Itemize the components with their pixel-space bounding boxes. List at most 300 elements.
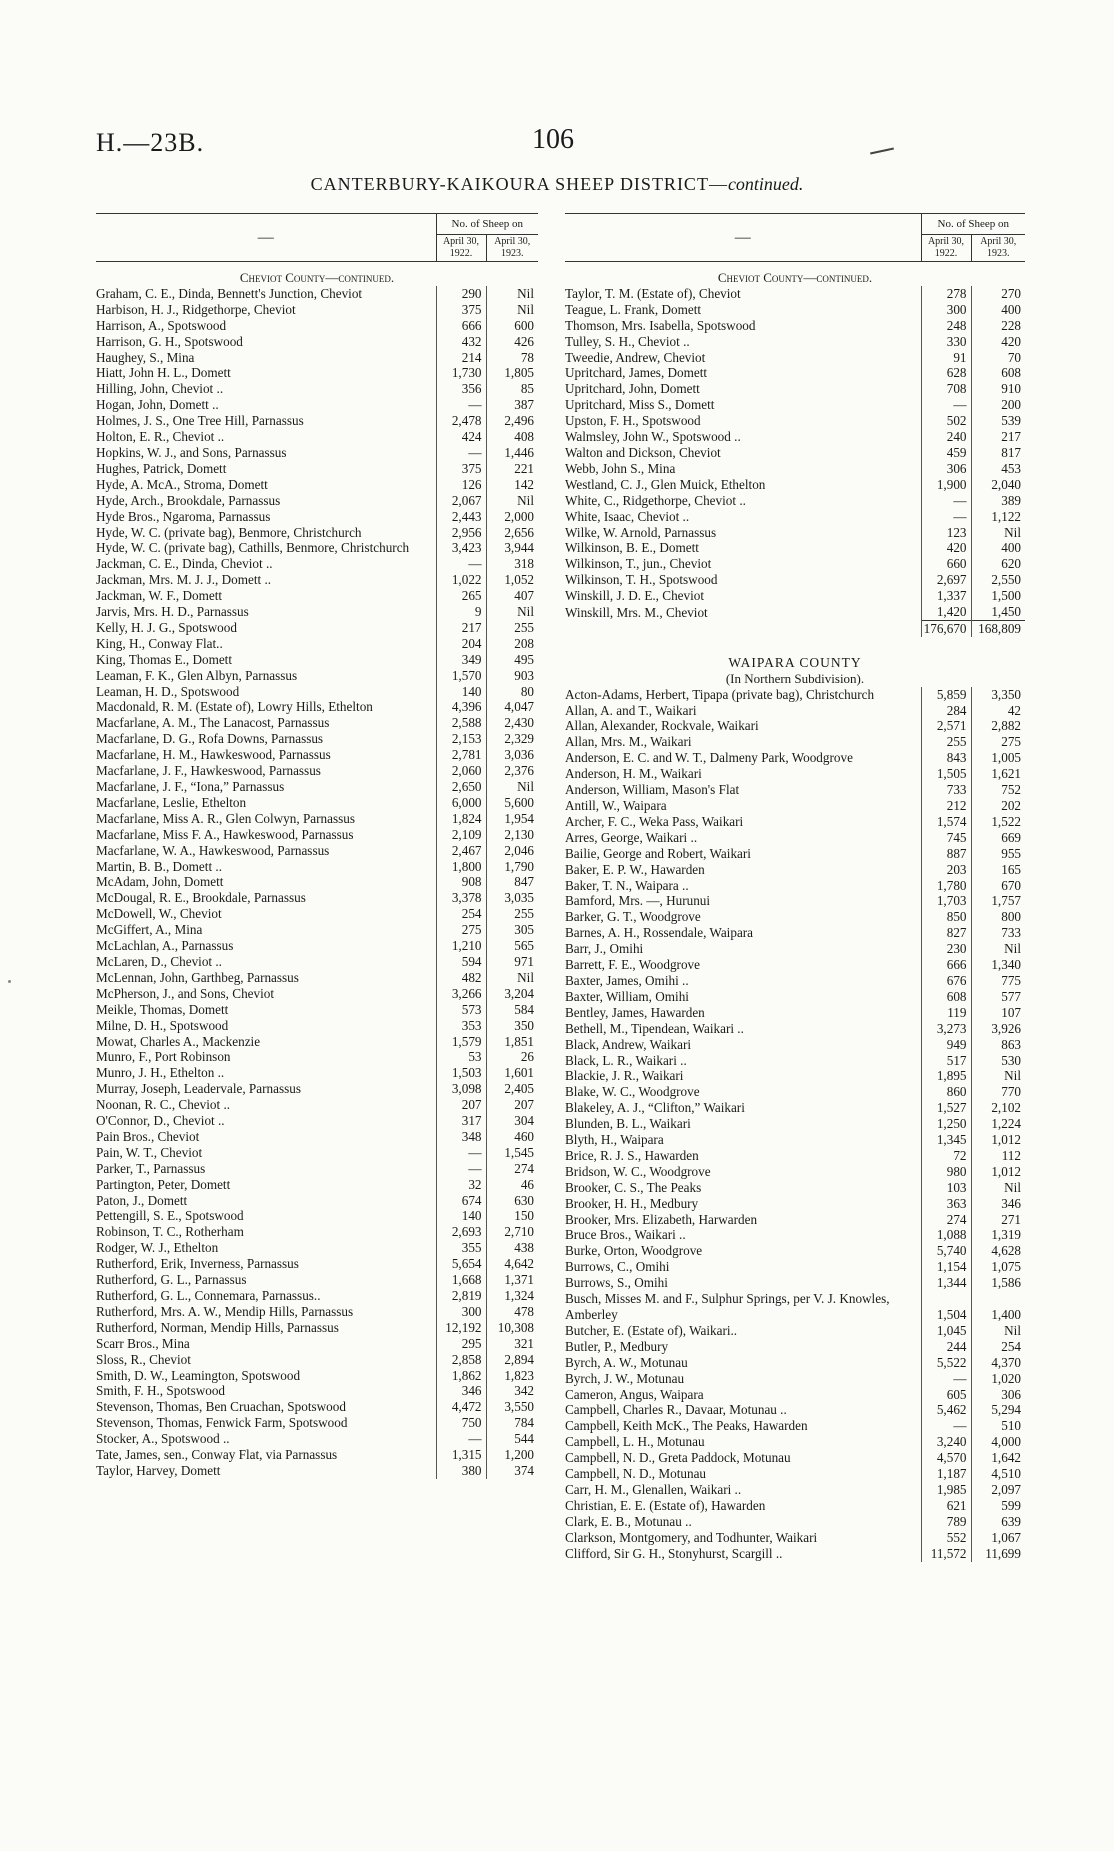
sheep-1922: — xyxy=(436,445,486,461)
table-row xyxy=(96,413,538,429)
sheep-1922: 240 xyxy=(921,429,971,445)
sheep-1922: 300 xyxy=(921,302,971,318)
sheep-1923: 387 xyxy=(486,397,538,413)
holder-name: Burrows, S., Omihi xyxy=(565,1275,668,1291)
sheep-1922: 1,862 xyxy=(436,1368,486,1384)
holder-name: Parker, T., Parnassus xyxy=(96,1160,206,1176)
holder-name: Macfarlane, Miss A. R., Glen Colwyn, Parnassus xyxy=(96,810,355,826)
sheep-1922: 348 xyxy=(436,1129,486,1145)
sheep-1923: 1,522 xyxy=(971,814,1025,830)
sheep-1922: 1,344 xyxy=(921,1275,971,1291)
holder-name: Pain, W. T., Cheviot xyxy=(96,1144,203,1160)
sheep-1923: 3,035 xyxy=(486,890,538,906)
holder-name: Munro, F., Port Robinson xyxy=(96,1049,231,1065)
sheep-1922: 5,740 xyxy=(921,1243,971,1259)
sheep-1923: 5,600 xyxy=(486,795,538,811)
sheep-1923: 1,052 xyxy=(486,572,538,588)
col-1923-header: April 30, 1923. xyxy=(971,235,1025,262)
sheep-1923: 1,200 xyxy=(486,1447,538,1463)
holder-name: Scarr Bros., Mina xyxy=(96,1335,190,1351)
sheep-1922: 949 xyxy=(921,1037,971,1053)
table-row xyxy=(565,1371,1025,1387)
sheep-1922: 4,570 xyxy=(921,1450,971,1466)
sheep-count-header: No. of Sheep on xyxy=(921,214,1025,235)
table-row xyxy=(96,890,538,906)
sheep-1922: 244 xyxy=(921,1339,971,1355)
sheep-1923: 847 xyxy=(486,874,538,890)
holder-name: Holmes, J. S., One Tree Hill, Parnassus xyxy=(96,413,304,429)
table-row xyxy=(565,525,1025,541)
sheep-1922: 2,781 xyxy=(436,747,486,763)
sheep-1922: 1,022 xyxy=(436,572,486,588)
table-row xyxy=(565,1291,1025,1323)
holder-name: Clark, E. B., Motunau .. xyxy=(565,1513,692,1529)
sheep-1923: 271 xyxy=(971,1212,1025,1228)
sheep-1923: 438 xyxy=(486,1240,538,1256)
table-row xyxy=(96,1368,538,1384)
sheep-1922: 380 xyxy=(436,1463,486,1479)
sheep-1922: 204 xyxy=(436,636,486,652)
sheep-1922: 1,900 xyxy=(921,477,971,493)
sheep-1923: Nil xyxy=(971,525,1025,541)
sheep-1923: 770 xyxy=(971,1084,1025,1100)
table-row xyxy=(565,1227,1025,1243)
sheep-1923: 1,757 xyxy=(971,893,1025,909)
table-row xyxy=(96,731,538,747)
sheep-1922: 843 xyxy=(921,750,971,766)
holder-name: Campbell, Keith McK., The Peaks, Hawarden xyxy=(565,1418,808,1434)
sheep-1922: 1,250 xyxy=(921,1116,971,1132)
sheep-1922: 887 xyxy=(921,846,971,862)
table-row xyxy=(565,413,1025,429)
sheep-1923: 1,319 xyxy=(971,1227,1025,1243)
sheep-1922: — xyxy=(921,493,971,509)
holder-name: Acton-Adams, Herbert, Tipapa (private bag), Christchurch xyxy=(565,686,875,702)
sheep-1923: Nil xyxy=(486,493,538,509)
sheep-1923: 955 xyxy=(971,846,1025,862)
holder-name: Wilke, W. Arnold, Parnassus xyxy=(565,524,717,540)
sheep-1923: 2,329 xyxy=(486,731,538,747)
holder-name: Jackman, Mrs. M. J. J., Domett .. xyxy=(96,572,272,588)
sheep-1922: 349 xyxy=(436,652,486,668)
table-row xyxy=(565,1116,1025,1132)
sheep-1922: 552 xyxy=(921,1530,971,1546)
table-row xyxy=(96,970,538,986)
sheep-1923: 620 xyxy=(971,556,1025,572)
sheep-1922: 353 xyxy=(436,1018,486,1034)
table-row xyxy=(565,1402,1025,1418)
sheep-1923: 800 xyxy=(971,909,1025,925)
holder-name: Holton, E. R., Cheviot .. xyxy=(96,429,225,445)
sheep-1923: 5,294 xyxy=(971,1402,1025,1418)
sheep-1922: 4,396 xyxy=(436,699,486,715)
table-row xyxy=(565,1434,1025,1450)
sheep-1922: 2,153 xyxy=(436,731,486,747)
holder-name: Arres, George, Waikari .. xyxy=(565,829,698,845)
table-row xyxy=(96,1415,538,1431)
sheep-1923: 3,204 xyxy=(486,986,538,1002)
holder-name: McLaren, D., Cheviot .. xyxy=(96,953,222,969)
holder-name: Baker, T. N., Waipara .. xyxy=(565,877,689,893)
sheep-1923: Nil xyxy=(971,941,1025,957)
sheep-1923: 1,224 xyxy=(971,1116,1025,1132)
table-row xyxy=(565,734,1025,750)
sheep-1923: 539 xyxy=(971,413,1025,429)
table-row xyxy=(96,779,538,795)
name-header: — xyxy=(96,214,436,262)
sheep-1922: 2,697 xyxy=(921,572,971,588)
table-row xyxy=(96,763,538,779)
table-row xyxy=(565,893,1025,909)
sheep-1922: 1,985 xyxy=(921,1482,971,1498)
sheep-1922: 295 xyxy=(436,1336,486,1352)
sheep-1922: 375 xyxy=(436,461,486,477)
sheep-1923: 42 xyxy=(971,703,1025,719)
sheep-1922: 621 xyxy=(921,1498,971,1514)
table-row xyxy=(565,1275,1025,1291)
sheep-1922: 119 xyxy=(921,1005,971,1021)
holder-name: Taylor, T. M. (Estate of), Cheviot xyxy=(565,285,741,301)
holder-name: Upston, F. H., Spotswood xyxy=(565,413,701,429)
sheep-1922: 91 xyxy=(921,350,971,366)
sheep-1922: 3,378 xyxy=(436,890,486,906)
table-row xyxy=(96,811,538,827)
table-row xyxy=(565,493,1025,509)
table-row xyxy=(565,540,1025,556)
sheep-1923: 2,102 xyxy=(971,1100,1025,1116)
holder-name: Harrison, G. H., Spotswood xyxy=(96,333,243,349)
page-title xyxy=(0,174,1114,195)
sheep-1923: 2,130 xyxy=(486,827,538,843)
sheep-1923: Nil xyxy=(486,604,538,620)
sheep-1923: 1,067 xyxy=(971,1530,1025,1546)
table-row xyxy=(565,1514,1025,1530)
table-row xyxy=(96,1161,538,1177)
sheep-1922: 12,192 xyxy=(436,1320,486,1336)
sheep-1923: 346 xyxy=(971,1196,1025,1212)
sheep-1923: 1,790 xyxy=(486,859,538,875)
section-heading: Cheviot County—continued. xyxy=(239,270,395,285)
holder-name: Hogan, John, Domett .. xyxy=(96,397,219,413)
table-row xyxy=(565,1482,1025,1498)
sheep-1922: 103 xyxy=(921,1180,971,1196)
table-row xyxy=(96,1145,538,1161)
sheep-1922: 1,730 xyxy=(436,365,486,381)
table-row xyxy=(96,1256,538,1272)
holder-name: Upritchard, James, Domett xyxy=(565,365,708,381)
sheep-1923: 1,012 xyxy=(971,1164,1025,1180)
holder-name: Haughey, S., Mina xyxy=(96,349,195,365)
table-row xyxy=(96,445,538,461)
margin-mark xyxy=(870,148,894,155)
holder-name: Barrett, F. E., Woodgrove xyxy=(565,957,700,973)
sheep-1922: 300 xyxy=(436,1304,486,1320)
holder-name: Allan, Alexander, Rockvale, Waikari xyxy=(565,718,759,734)
holder-name: Burke, Orton, Woodgrove xyxy=(565,1243,703,1259)
sheep-1923: 600 xyxy=(486,318,538,334)
sheep-1922: — xyxy=(436,1431,486,1447)
sheep-1922: 330 xyxy=(921,334,971,350)
sheep-1923: 408 xyxy=(486,429,538,445)
sheep-1923: 1,586 xyxy=(971,1275,1025,1291)
sheep-1923: 304 xyxy=(486,1113,538,1129)
table-row xyxy=(565,1196,1025,1212)
holder-name: Jackman, C. E., Dinda, Cheviot .. xyxy=(96,556,273,572)
col-1922-header: April 30, 1922. xyxy=(436,235,486,262)
sheep-1922: 1,574 xyxy=(921,814,971,830)
holder-name: Winskill, J. D. E., Cheviot xyxy=(565,588,705,604)
holder-name: Hyde, A. McA., Stroma, Domett xyxy=(96,476,268,492)
sheep-1923: 1,823 xyxy=(486,1368,538,1384)
title-main: CANTERBURY-KAIKOURA SHEEP DISTRICT— xyxy=(310,174,728,194)
sheep-1922: — xyxy=(921,397,971,413)
sheep-1923: 400 xyxy=(971,302,1025,318)
sheep-1922: 1,337 xyxy=(921,588,971,604)
holder-name: Smith, D. W., Leamington, Spotswood xyxy=(96,1367,301,1383)
holder-name: Hughes, Patrick, Domett xyxy=(96,460,227,476)
holder-name: Martin, B. B., Domett .. xyxy=(96,858,223,874)
sheep-1923: 150 xyxy=(486,1208,538,1224)
table-row xyxy=(565,1212,1025,1228)
sheep-1922: 708 xyxy=(921,381,971,397)
sheep-1923: 4,047 xyxy=(486,699,538,715)
sheep-1923: 78 xyxy=(486,350,538,366)
sheep-1922: 355 xyxy=(436,1240,486,1256)
sheep-1923: 1,954 xyxy=(486,811,538,827)
holder-name: Allan, A. and T., Waikari xyxy=(565,702,697,718)
total-1922: 176,670 xyxy=(921,620,971,636)
sheep-1923: 426 xyxy=(486,334,538,350)
holder-name: Paton, J., Domett xyxy=(96,1192,188,1208)
table-row xyxy=(565,1243,1025,1259)
table-row xyxy=(96,1193,538,1209)
sheep-1922: 1,703 xyxy=(921,893,971,909)
sheep-1923: Nil xyxy=(486,302,538,318)
table-row xyxy=(96,556,538,572)
sheep-1923: 407 xyxy=(486,588,538,604)
sheep-1923: 217 xyxy=(971,429,1025,445)
sheep-1922: 32 xyxy=(436,1177,486,1193)
sheep-1922: — xyxy=(436,1145,486,1161)
sheep-1922: 3,240 xyxy=(921,1434,971,1450)
holder-name: Blake, W. C., Woodgrove xyxy=(565,1084,700,1100)
sheep-1922: 363 xyxy=(921,1196,971,1212)
county-subheading: (In Northern Subdivision). xyxy=(725,670,865,686)
sheep-1923: 4,370 xyxy=(971,1355,1025,1371)
table-row xyxy=(96,604,538,620)
sheep-1922: 573 xyxy=(436,1002,486,1018)
holder-name: Upritchard, Miss S., Domett xyxy=(565,397,715,413)
table-row xyxy=(96,1113,538,1129)
table-row xyxy=(96,286,538,302)
sheep-1923: 85 xyxy=(486,381,538,397)
holder-name: Macfarlane, Leslie, Ethelton xyxy=(96,794,247,810)
table-row xyxy=(96,922,538,938)
table-row xyxy=(96,859,538,875)
table-row xyxy=(565,381,1025,397)
table-row xyxy=(565,1450,1025,1466)
sheep-1923: 639 xyxy=(971,1514,1025,1530)
table-row xyxy=(96,1049,538,1065)
sheep-1923: 1,446 xyxy=(486,445,538,461)
table-row xyxy=(96,350,538,366)
sheep-1923: 142 xyxy=(486,477,538,493)
holder-name: Baker, E. P. W., Hawarden xyxy=(565,861,705,877)
sheep-1922: 356 xyxy=(436,381,486,397)
sheep-1923: 342 xyxy=(486,1383,538,1399)
sheep-1922: 53 xyxy=(436,1049,486,1065)
sheep-1922: 1,187 xyxy=(921,1466,971,1482)
table-row xyxy=(565,1100,1025,1116)
holder-name: Macfarlane, D. G., Rofa Downs, Parnassus xyxy=(96,731,324,747)
table-row xyxy=(565,766,1025,782)
sheep-1923: 1,450 xyxy=(971,604,1025,620)
sheep-1922: 666 xyxy=(921,957,971,973)
table-row xyxy=(96,429,538,445)
sheep-1923: 1,642 xyxy=(971,1450,1025,1466)
sheep-1923: 4,510 xyxy=(971,1466,1025,1482)
sheep-1923: 374 xyxy=(486,1463,538,1479)
sheep-1922: 908 xyxy=(436,874,486,890)
holder-name: Rutherford, G. L., Parnassus xyxy=(96,1272,247,1288)
table-row xyxy=(96,1018,538,1034)
holder-name: Archer, F. C., Weka Pass, Waikari xyxy=(565,813,744,829)
holder-name: O'Connor, D., Cheviot .. xyxy=(96,1113,225,1129)
sheep-1923: 70 xyxy=(971,350,1025,366)
sheep-1923: 1,340 xyxy=(971,957,1025,973)
holder-name: Cameron, Angus, Waipara xyxy=(565,1386,704,1402)
sheep-1922: 1,210 xyxy=(436,938,486,954)
holder-name: Carr, H. M., Glenallen, Waikari .. xyxy=(565,1481,742,1497)
holder-name: Hopkins, W. J., and Sons, Parnassus xyxy=(96,444,287,460)
sheep-1923: 1,075 xyxy=(971,1259,1025,1275)
sheep-1922: 284 xyxy=(921,703,971,719)
holder-name: McLachlan, A., Parnassus xyxy=(96,938,234,954)
table-row xyxy=(96,540,538,556)
sheep-1922: 2,650 xyxy=(436,779,486,795)
sheep-1923: 1,324 xyxy=(486,1288,538,1304)
page-number: 106 xyxy=(532,124,574,155)
table-row xyxy=(96,1431,538,1447)
table-row xyxy=(96,1177,538,1193)
holder-name: Walton and Dickson, Cheviot xyxy=(565,444,721,460)
table-row xyxy=(96,699,538,715)
sheep-1922: 608 xyxy=(921,989,971,1005)
table-row xyxy=(565,477,1025,493)
sheep-1922: 3,423 xyxy=(436,540,486,556)
holder-name: Macfarlane, J. F., “Iona,” Parnassus xyxy=(96,779,285,794)
table-row xyxy=(565,286,1025,302)
sheep-1923: 2,376 xyxy=(486,763,538,779)
sheep-1923: 255 xyxy=(486,906,538,922)
table-row xyxy=(565,830,1025,846)
table-row xyxy=(565,1180,1025,1196)
sheep-1922: 9 xyxy=(436,604,486,620)
page-speck xyxy=(8,980,11,983)
holder-name: Pettengill, S. E., Spotswood xyxy=(96,1208,244,1224)
sheep-1923: 11,699 xyxy=(971,1546,1025,1562)
holder-name: Thomson, Mrs. Isabella, Spotswood xyxy=(565,317,756,333)
sheep-1922: 432 xyxy=(436,334,486,350)
sheep-1923: 817 xyxy=(971,445,1025,461)
sheep-1922: 72 xyxy=(921,1148,971,1164)
table-row xyxy=(565,1164,1025,1180)
sheep-1923: 2,430 xyxy=(486,715,538,731)
sheep-1923: 565 xyxy=(486,938,538,954)
sheep-1922: 517 xyxy=(921,1053,971,1069)
sheep-1923: 2,405 xyxy=(486,1081,538,1097)
sheep-1922: 6,000 xyxy=(436,795,486,811)
holder-name: Bentley, James, Hawarden xyxy=(565,1004,705,1020)
holder-name: Christian, E. E. (Estate of), Hawarden xyxy=(565,1497,766,1513)
holder-name: Hyde, W. C. (private bag), Cathills, Benmore, Christchurch xyxy=(96,540,410,556)
holder-name: Jarvis, Mrs. H. D., Parnassus xyxy=(96,604,249,620)
table-row xyxy=(565,334,1025,350)
sheep-1923: 26 xyxy=(486,1049,538,1065)
sheep-1923: 2,097 xyxy=(971,1482,1025,1498)
table-row xyxy=(96,493,538,509)
sheep-1923: 1,601 xyxy=(486,1065,538,1081)
table-row xyxy=(96,874,538,890)
table-row xyxy=(565,556,1025,572)
table-row xyxy=(96,1447,538,1463)
sheep-1922: 140 xyxy=(436,684,486,700)
sheep-1923: 2,046 xyxy=(486,843,538,859)
sheep-1922: 745 xyxy=(921,830,971,846)
sheep-1923: 530 xyxy=(971,1053,1025,1069)
sheep-1923: 1,012 xyxy=(971,1132,1025,1148)
holder-name: Hiatt, John H. L., Domett xyxy=(96,365,231,381)
sheep-1923: 3,944 xyxy=(486,540,538,556)
holder-name: Tulley, S. H., Cheviot .. xyxy=(565,333,690,349)
table-row xyxy=(96,1336,538,1352)
table-row xyxy=(565,318,1025,334)
sheep-1923: 1,371 xyxy=(486,1272,538,1288)
sheep-1922: 214 xyxy=(436,350,486,366)
sheep-1923: 274 xyxy=(486,1161,538,1177)
table-row xyxy=(96,381,538,397)
holder-name: Stevenson, Thomas, Fenwick Farm, Spotswood xyxy=(96,1415,348,1431)
holder-name: Blyth, H., Waipara xyxy=(565,1132,664,1148)
table-row xyxy=(565,604,1025,620)
table-row xyxy=(565,1132,1025,1148)
sheep-1922: 1,579 xyxy=(436,1034,486,1050)
holder-name: Murray, Joseph, Leadervale, Parnassus xyxy=(96,1081,301,1097)
holder-name: Stocker, A., Spotswood .. xyxy=(96,1431,230,1447)
table-row xyxy=(565,1005,1025,1021)
table-row xyxy=(565,461,1025,477)
sheep-1923: 478 xyxy=(486,1304,538,1320)
holder-name: Partington, Peter, Domett xyxy=(96,1176,231,1192)
sheep-1922: 2,443 xyxy=(436,509,486,525)
sheep-1922: 375 xyxy=(436,302,486,318)
sheep-1923: Nil xyxy=(971,1180,1025,1196)
table-row xyxy=(565,925,1025,941)
table-row xyxy=(565,846,1025,862)
holder-name: Robinson, T. C., Rotherham xyxy=(96,1224,244,1240)
sheep-1922: 317 xyxy=(436,1113,486,1129)
table-row xyxy=(96,1081,538,1097)
holder-name: Meikle, Thomas, Domett xyxy=(96,1001,229,1017)
holder-name: Bamford, Mrs. —, Hurunui xyxy=(565,893,711,909)
sheep-1922: — xyxy=(921,1371,971,1387)
sheep-1922: 1,154 xyxy=(921,1259,971,1275)
table-row xyxy=(565,878,1025,894)
table-row xyxy=(96,986,538,1002)
holder-name: Blackie, J. R., Waikari xyxy=(565,1068,684,1084)
sheep-1923: 903 xyxy=(486,668,538,684)
holder-name: Butler, P., Medbury xyxy=(565,1338,669,1354)
